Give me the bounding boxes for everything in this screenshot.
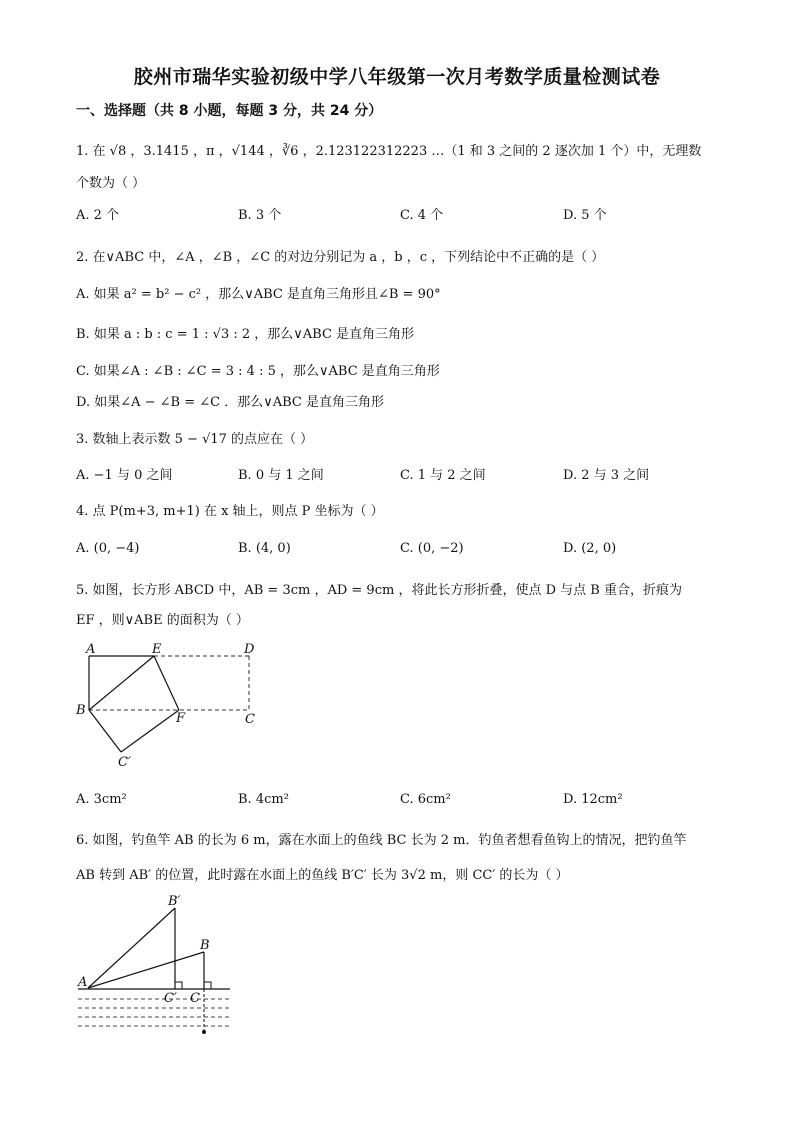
segment-bc-prime: [89, 710, 121, 752]
q4-option-d: D. (2, 0): [563, 541, 617, 556]
label-a: A: [86, 642, 96, 657]
label-b-prime: B′: [168, 894, 181, 909]
q5-figure-folded-rectangle: [70, 638, 270, 773]
q2-stem: 2. 在∨ABC 中，∠A ，∠B ，∠C 的对边分别记为 a ，b ，c ，下列结论中不正确的是（ ）: [76, 250, 605, 265]
q4-option-c: C. (0, −2): [400, 541, 464, 556]
fish-hook: [202, 1030, 206, 1034]
exam-title: 胶州市瑞华实验初级中学八年级第一次月考数学质量检测试卷: [133, 66, 661, 88]
q1-stem-line1: 1. 在 √8 ，3.1415 ，π ，√144 ，∛6 ，2.123122312223 …（1 和 3 之间的 2 逐次加 1 个）中，无理数: [76, 144, 702, 159]
label-b: B: [200, 938, 210, 953]
q2-option-c: C. 如果∠A : ∠B : ∠C = 3 : 4 : 5 ，那么∨ABC 是直角三角形: [76, 364, 440, 379]
q2-option-a: A. 如果 a² = b² − c² ，那么∨ABC 是直角三角形且∠B = 90°: [76, 287, 441, 302]
q5-option-a: A. 3cm²: [76, 792, 127, 807]
right-angle-c: [204, 982, 211, 989]
q1-option-b: B. 3 个: [238, 208, 282, 223]
q5-option-c: C. 6cm²: [400, 792, 451, 807]
label-c: C: [245, 712, 255, 727]
label-a: A: [78, 975, 88, 990]
label-f: F: [176, 711, 186, 726]
q5-option-b: B. 4cm²: [238, 792, 289, 807]
label-c: C: [190, 991, 200, 1006]
q1-option-c: C. 4 个: [400, 208, 444, 223]
q3-option-d: D. 2 与 3 之间: [563, 468, 650, 483]
q6-stem-line2: AB 转到 AB′ 的位置，此时露在水面上的鱼线 B′C′ 长为 3√2 m，则 CC′ 的长为（ ）: [76, 868, 569, 883]
q3-option-a: A. −1 与 0 之间: [76, 468, 173, 483]
q2-option-d: D. 如果∠A − ∠B = ∠C ．那么∨ABC 是直角三角形: [76, 395, 385, 410]
label-c-prime: C′: [118, 755, 131, 770]
q2-option-b: B. 如果 a : b : c = 1 : √3 : 2 ，那么∨ABC 是直角三角形: [76, 327, 415, 342]
q3-option-c: C. 1 与 2 之间: [400, 468, 486, 483]
q6-figure-fishing-rod: [72, 888, 237, 1043]
rod-ab-prime: [88, 908, 175, 988]
q4-stem: 4. 点 P(m+3, m+1) 在 x 轴上，则点 P 坐标为（ ）: [76, 504, 384, 519]
q5-stem-line2: EF ，则∨ABE 的面积为（ ）: [76, 613, 249, 628]
q4-option-a: A. (0, −4): [76, 541, 140, 556]
section-heading: 一、选择题（共 8 小题，每题 3 分，共 24 分）: [76, 103, 383, 119]
segment-c-prime-f: [121, 710, 179, 752]
segment-be: [89, 656, 154, 710]
segment-ef: [154, 656, 179, 710]
q5-stem-line1: 5. 如图，长方形 ABCD 中，AB = 3cm ，AD = 9cm ，将此长方形折叠，使点 D 与点 B 重合，折痕为: [76, 583, 682, 598]
q1-option-a: A. 2 个: [76, 208, 120, 223]
q3-option-b: B. 0 与 1 之间: [238, 468, 324, 483]
q1-option-d: D. 5 个: [563, 208, 607, 223]
rod-ab: [88, 952, 204, 988]
label-d: D: [244, 642, 255, 657]
label-c-prime: C′: [164, 991, 177, 1006]
q4-option-b: B. (4, 0): [238, 541, 291, 556]
q6-stem-line1: 6. 如图，钓鱼竿 AB 的长为 6 m，露在水面上的鱼线 BC 长为 2 m．钓鱼者想看鱼钩上的情况，把钓鱼竿: [76, 833, 687, 848]
label-e: E: [152, 642, 162, 657]
q1-stem-line2: 个数为（ ）: [76, 176, 146, 191]
right-angle-c-prime: [175, 982, 182, 989]
q3-stem: 3. 数轴上表示数 5 − √17 的点应在（ ）: [76, 432, 314, 447]
q5-option-d: D. 12cm²: [563, 792, 623, 807]
label-b: B: [76, 703, 86, 718]
